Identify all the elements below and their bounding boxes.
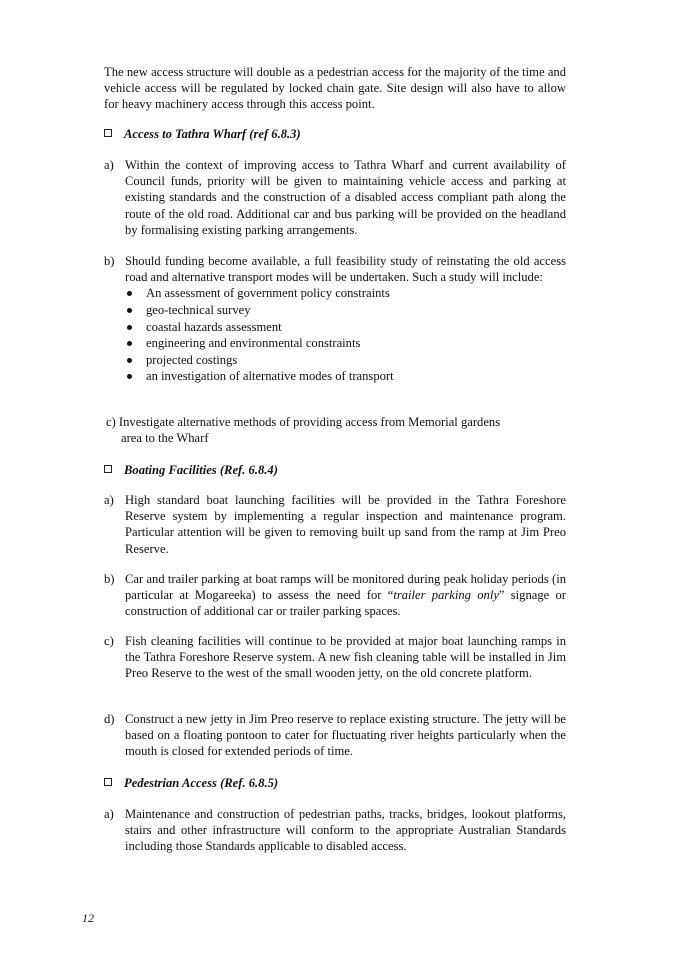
- checkbox-bullet-icon: [104, 778, 112, 786]
- item-label: d): [104, 712, 115, 726]
- item-text: Within the context of improving access to Tathra Wharf and current availability of Council funds, priority will be given to maintaining vehicle access and parking at existing standards and the construction of a disabled access compliant path along the route of the old road. Additional car and bus parking will be provided on the headland by formalising existing parking arrangements.: [125, 158, 566, 237]
- item-label: b): [104, 254, 115, 268]
- emphasis-text: trailer parking only: [393, 588, 499, 603]
- item-label: a): [104, 807, 114, 821]
- bullet-item: engineering and environmental constraints: [125, 335, 566, 352]
- list-item-wharf-a: [104, 157, 566, 238]
- bullet-item: coastal hazards assessment: [125, 319, 566, 336]
- checkbox-bullet-icon: [104, 129, 112, 137]
- bullet-dot-icon: [127, 358, 132, 363]
- bullet-dot-icon: [127, 374, 132, 379]
- bullet-dot-icon: [127, 341, 132, 346]
- list-item-pedestrian-a: [104, 806, 566, 855]
- page-number: 12: [82, 911, 94, 925]
- item-label: a): [104, 158, 114, 172]
- study-bullet-list: [125, 285, 566, 385]
- item-label: b): [104, 572, 115, 586]
- checkbox-bullet-icon: [104, 465, 112, 473]
- list-item-boating-a: [104, 492, 566, 557]
- intro-paragraph: The new access structure will double as a pedestrian access for the majority of the time and vehicle access will be regulated by locked chain gate. Site design will also have to allow for heavy machinery access through this access point.: [104, 65, 566, 112]
- bullet-item: an investigation of alternative modes of transport: [125, 368, 566, 385]
- list-item-wharf-b: [104, 253, 566, 385]
- bullet-dot-icon: [127, 308, 132, 313]
- bullet-item: geo-technical survey: [125, 302, 566, 319]
- item-text: Fish cleaning facilities will continue to be provided at major boat launching ramps in the Tathra Foreshore Reserve system. A new fish cleaning table will be installed in Jim Preo Reserve to the west of the small wooden jetty, on the old concrete platform.: [125, 634, 566, 681]
- item-text: Maintenance and construction of pedestrian paths, tracks, bridges, lookout platforms, stairs and other infrastructure will conform to the appropriate Australian Standards including those Standards applicable to disabled access.: [125, 807, 566, 854]
- section-heading-wharf: [104, 126, 301, 142]
- item-text-line-1: c) Investigate alternative methods of providing access from Memorial gardens: [106, 415, 501, 429]
- bullet-dot-icon: [127, 291, 132, 296]
- item-label: a): [104, 493, 114, 507]
- list-item-boating-c: [104, 633, 566, 682]
- heading-text: Boating Facilities (Ref. 6.8.4): [124, 463, 278, 477]
- heading-text: Pedestrian Access (Ref. 6.8.5): [124, 776, 279, 790]
- list-item-boating-d: [104, 711, 566, 760]
- bullet-item: An assessment of government policy constraints: [125, 285, 566, 302]
- list-item-wharf-c: [106, 414, 546, 446]
- item-text: Construct a new jetty in Jim Preo reserve to replace existing structure. The jetty will be based on a floating pontoon to cater for fluctuating river heights particularly when the mouth is closed for extended periods of time.: [125, 712, 566, 759]
- item-text-line-2: area to the Wharf: [121, 431, 209, 446]
- section-heading-boating: [104, 462, 278, 478]
- section-heading-pedestrian: [104, 775, 278, 791]
- list-item-boating-b: [104, 571, 566, 620]
- item-text: Car and trailer parking at boat ramps will be monitored during peak holiday periods (in particular at Mogareeka) to assess the need for “trailer parking only” signage or construction of additional car or trailer parking spaces.: [125, 572, 567, 619]
- item-text: High standard boat launching facilities will be provided in the Tathra Foreshore Reserve system by implementing a regular inspection and maintenance program. Particular attention will be given to removing built up sand from the ramp at Jim Preo Reserve.: [125, 493, 566, 556]
- bullet-dot-icon: [127, 325, 132, 330]
- item-label: c): [104, 634, 114, 648]
- heading-text: Access to Tathra Wharf (ref 6.8.3): [124, 127, 301, 141]
- bullet-item: projected costings: [125, 352, 566, 369]
- item-text: Should funding become available, a full feasibility study of reinstating the old access road and alternative transport modes will be undertaken. Such a study will include:: [125, 254, 566, 285]
